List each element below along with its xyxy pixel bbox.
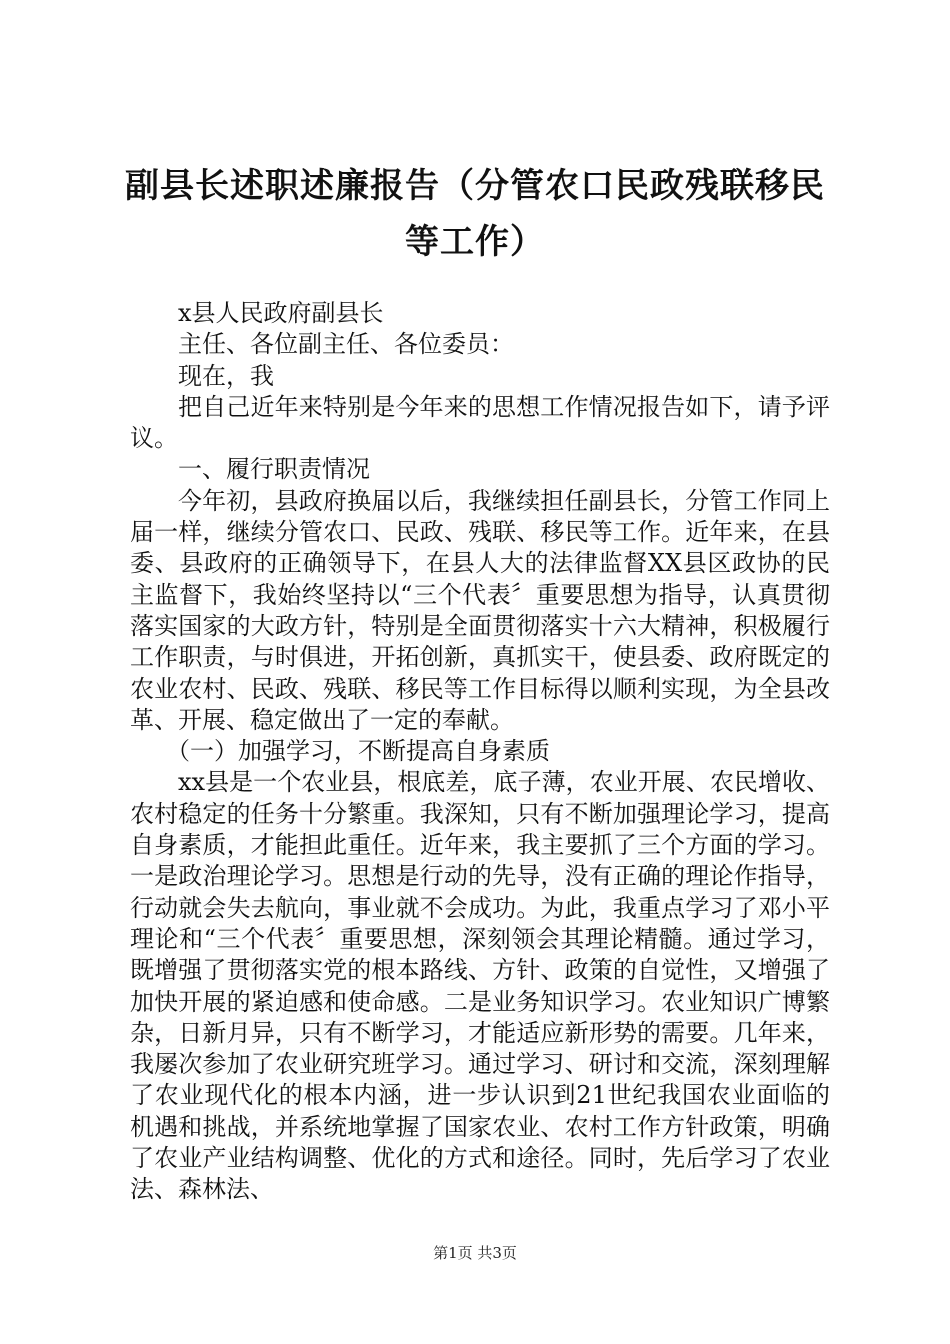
author-line: x县人民政府副县长: [178, 299, 384, 327]
intro-paragraph: 把自己近年来特别是今年来的思想工作情况报告如下，请予评议。: [130, 392, 830, 453]
subsection-heading: （一）加强学习，不断提高自身素质: [166, 737, 550, 766]
section-heading: 一、履行职责情况: [178, 455, 370, 484]
document-body: [130, 298, 830, 1206]
salutation: 主任、各位副主任、各位委员：: [178, 330, 514, 359]
page-number: 第1页 共3页: [433, 1244, 517, 1262]
document-title: 副县长述职述廉报告（分管农口民政残联移民等工作）: [125, 166, 825, 262]
body-paragraph: 今年初，县政府换届以后，我继续担任副县长，分管工作同上届一样，继续分管农口、民政、残联、移民等工作。近年来，在县委、县政府的正确领导下，在县人大的法律监督XX县区政协的民主监督下，我始终坚持以“三个代表〞重要思想为指导，认真贯彻落实国家的大政方针，特别是全面贯彻落实十六大精神，积极履行工作职责，与时俱进，开拓创新，真抓实干，使县委、政府既定的农业农村、民政、残联、移民等工作目标得以顺利实现，为全县改革、开展、稳定做出了一定的奉献。: [130, 486, 830, 734]
body-paragraph: xx县是一个农业县，根底差，底子薄，农业开展、农民增收、农村稳定的任务十分繁重。我深知，只有不断加强理论学习，提高自身素质，才能担此重任。近年来，我主要抓了三个方面的学习。一是政治理论学习。思想是行动的先导，没有正确的理论作指导，行动就会失去航向，事业就不会成功。为此，我重点学习了邓小平理论和“三个代表〞重要思想，深刻领会其理论精髓。通过学习，既增强了贯彻落实党的根本路线、方针、政策的自觉性，又增强了加快开展的紧迫感和使命感。二是业务知识学习。农业知识广博繁杂，日新月异，只有不断学习，才能适应新形势的需要。几年来，我屡次参加了农业研究班学习。通过学习、研讨和交流，深刻理解了农业现代化的根本内涵，进一步认识到21世纪我国农业面临的机遇和挑战，并系统地掌握了国家农业、农村工作方针政策，明确了农业产业结构调整、优化的方式和途径。同时，先后学习了农业法、森林法、: [130, 768, 830, 1204]
intro-line: 现在，我: [178, 361, 274, 390]
